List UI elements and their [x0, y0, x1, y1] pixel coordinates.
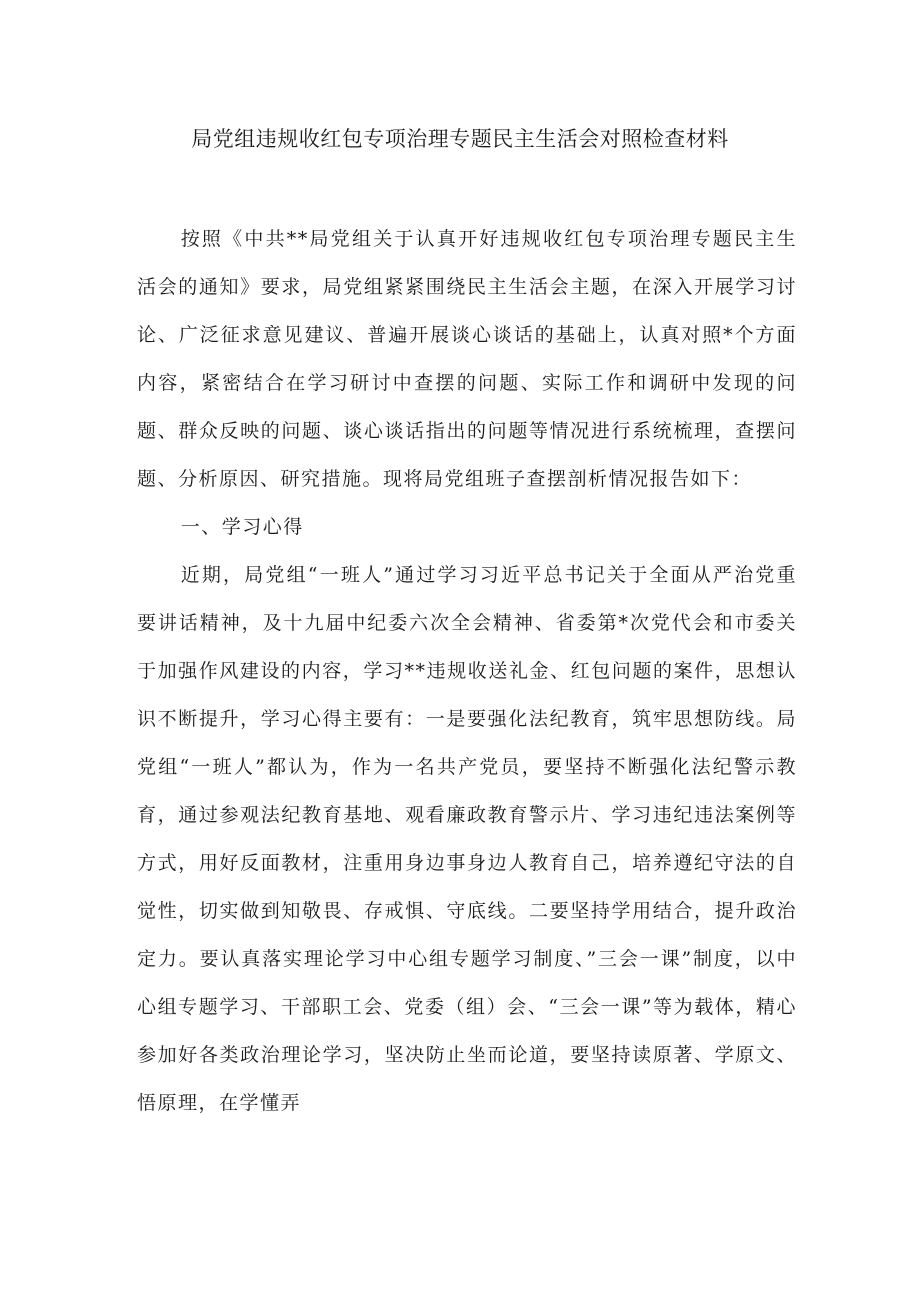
document-body [137, 215, 797, 1127]
section-paragraph: 近期，局党组“一班人”通过学习习近平总书记关于全面从严治党重要讲话精神，及十九届中纪委六次全会精神、省委第*次党代会和市委关于加强作风建设的内容，学习**违规收送礼金、红包问题的案件，思想认识不断提升，学习心得主要有：一是要强化法纪教育，筑牢思想防线。局党组“一班人”都认为，作为一名共产党员，要坚持不断强化法纪警示教育，通过参观法纪教育基地、观看廉政教育警示片、学习违纪违法案例等方式，用好反面教材，注重用身边事身边人教育自己，培养遵纪守法的自觉性，切实做到知敬畏、存戒惧、守底线。二要坚持学用结合，提升政治定力。要认真落实理论学习中心组专题学习制度、”三会一课”制度，以中心组专题学习、干部职工会、党委（组）会、“三会一课”等为载体，精心参加好各类政治理论学习，坚决防止坐而论道，要坚持读原著、学原文、悟原理，在学懂弄 [137, 564, 797, 1114]
intro-paragraph: 按照《中共**局党组关于认真开好违规收红包专项治理专题民主生活会的通知》要求，局党组紧紧围绕民主生活会主题，在深入开展学习讨论、广泛征求意见建议、普遍开展谈心谈话的基础上，认真对照*个方面内容，紧密结合在学习研讨中查摆的问题、实际工作和调研中发现的问题、群众反映的问题、谈心谈话指出的问题等情况进行系统梳理，查摆问题、分析原因、研究措施。现将局党组班子查摆剖析情况报告如下： [137, 228, 797, 490]
document-title: 局党组违规收红包专项治理专题民主生活会对照检查材料 [191, 127, 729, 151]
section-heading: 一、学习心得 [180, 516, 304, 538]
